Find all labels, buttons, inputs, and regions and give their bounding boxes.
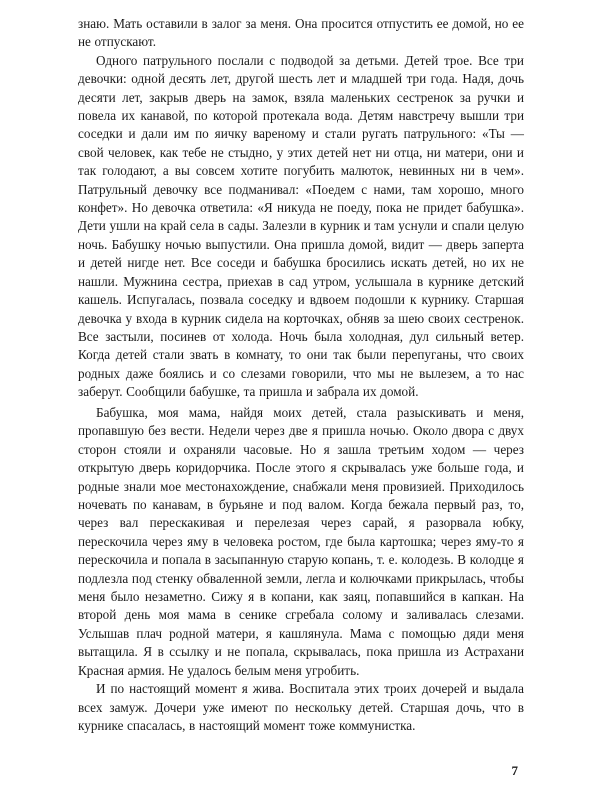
paragraph-present: И по настоящий момент я жива. Воспитала этих троих дочерей и выдала всех замуж. Дочери уже имеют по нескольку детей. Старшая дочь, что в курнике спасалась, в настоящий момент тоже коммунистка. xyxy=(78,681,524,733)
page-number: 7 xyxy=(511,763,518,778)
paragraph-continuation: знаю. Мать оставили в залог за меня. Она просится отпустить ее домой, но ее не отпускают. xyxy=(78,16,524,50)
text-section-1 xyxy=(78,15,524,402)
text-section-2 xyxy=(78,404,524,735)
paragraph-grandmother: Бабушка, моя мама, найдя моих детей, стала разыскивать и меня, пропавшую без вести. Недели через две я пришла ночью. Около двора с двух сторон стояли и охраняли часовые. Но я зашла третьим ходом — через открытую дверь коридорчика. После этого я скрывалась уже больше года, и родные знали мое местонахождение, снабжали меня провизией. Приходилось ночевать по канавам, в бурьяне и под валом. Когда бежала первый раз, то, через вал перескакивая и перелезая через сарай, я разорвала юбку, перескочила через яму в человека ростом, где была картошка; через яму-то я перескочила и попала в засыпанную старую копань, т. е. колодезь. В колодце я подлезла под стенку обваленной земли, легла и колючками прикрылась, чтобы меня было незаметно. Сижу я в копани, как заяц, попавшийся в капкан. На второй день моя мама в сенике сгребала солому и заливалась слезами. Услышав плач родной матери, я кашлянула. Мама с помощью дяди меня вытащила. Я в ссылку и не попала, скрывалась, пока пришла из Астрахани Красная армия. Не удалось белым меня угробить. xyxy=(78,405,524,678)
paragraph-patrol: Одного патрульного послали с подводой за детьми. Детей трое. Все три девочки: одной десять лет, другой шесть лет и младшей три года. Надя, дочь десяти лет, закрыв дверь на замок, взяла маленьких сестренок за ручки и повела их канавой, по которой протекала вода. Детям навстречу вышли три соседки и дали им по яичку вареному и стали ругать патрульного: «Ты — свой человек, как тебе не стыдно, у этих детей нет ни отца, ни матери, они и так голодают, а вы совсем хотите погубить малюток, невинных ни в чем». Патрульный девочку все подманивал: «Поедем с нами, там хорошо, много конфет». Но девочка ответила: «Я никуда не поеду, пока не придет бабушка». Дети ушли на край села в сады. Залезли в курник и там уснули и спали целую ночь. Бабушку ночью выпустили. Она пришла домой, видит — дверь заперта и детей нигде нет. Все соседи и бабушка бросились искать детей, но их не нашли. Мужнина сестра, приехав в сад утром, услышала в курнике детский кашель. Испугалась, позвала соседку и вдвоем подошли к курнику. Старшая девочка у входа в курник сидела на корточках, обняв за шею своих сестренок. Все застыли, посинев от холода. Ночь была холодная, дул сильный ветер. Когда детей стали звать в комнату, то они так были перепуганы, что своих родных даже боялись и со слезами говорили, что мы не вылезем, а то нас заберут. Сообщили бабушке, та пришла и забрала их домой. xyxy=(78,52,524,400)
